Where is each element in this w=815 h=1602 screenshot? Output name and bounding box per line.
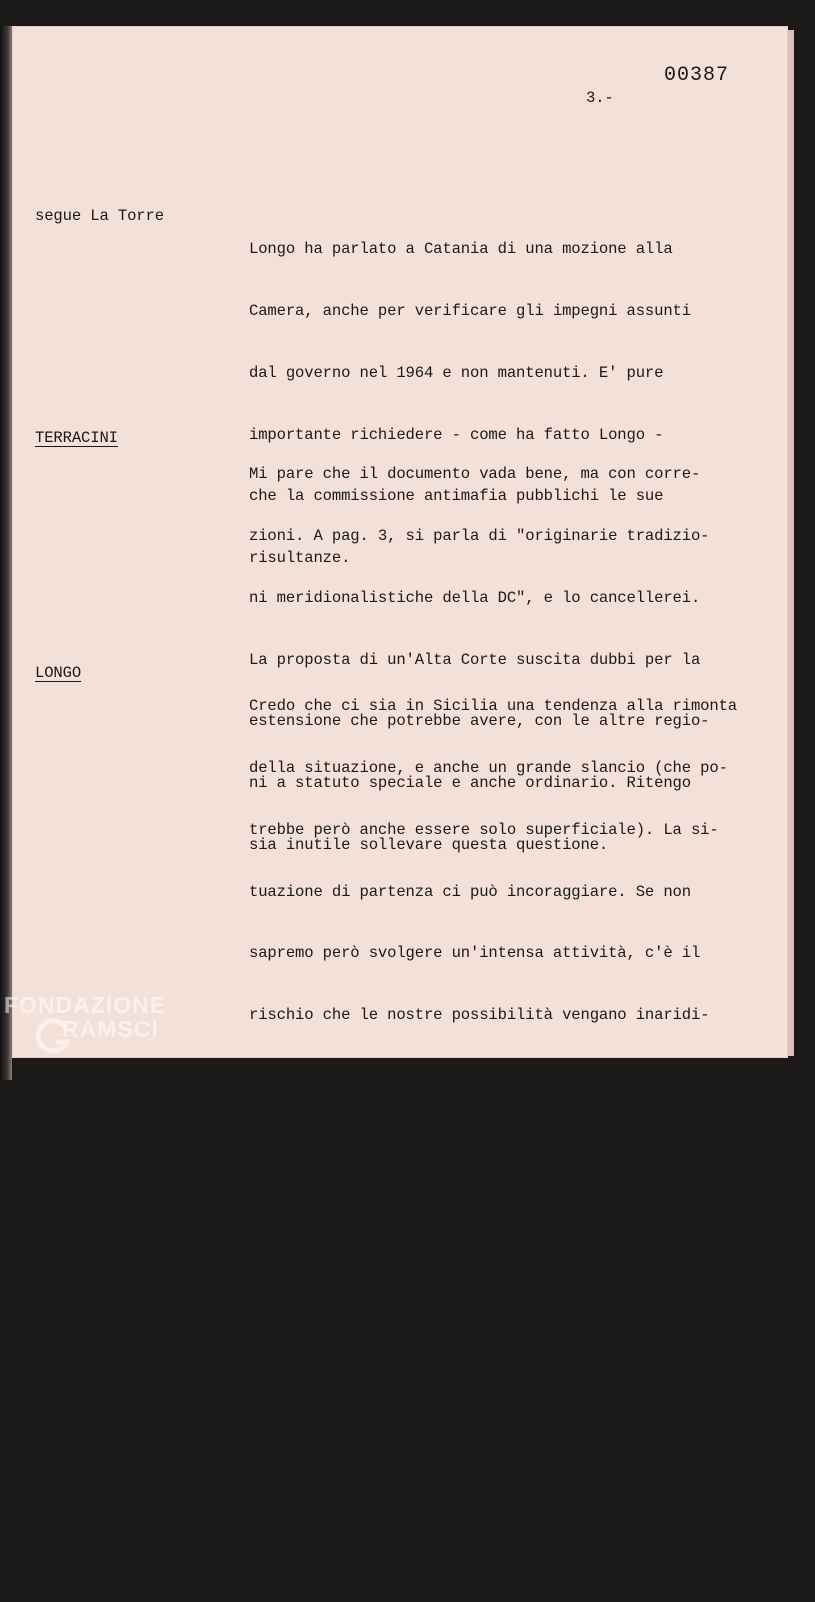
text-line: te. Mi sembra anche,però, che ci sia una sottova- xyxy=(249,1067,701,1086)
watermark-line: RAMSCI xyxy=(62,1016,159,1042)
text-line: risultanze. xyxy=(249,549,351,568)
text-line: della situazione, e anche un grande slancio (che po- xyxy=(249,758,728,777)
text-line: La proposta di un'Alta Corte suscita dubbi per la xyxy=(249,650,701,669)
page-number: 3.- xyxy=(586,89,614,107)
text-line: sapremo però svolgere un'intensa attività, c'è il xyxy=(249,944,701,963)
text-line: che la commissione antimafia pubblichi le sue xyxy=(249,487,664,506)
text-line: modo clamoroso. Dobbiamo tendere a dare uno sbocco xyxy=(249,1376,710,1395)
text-line: ni a statuto speciale e anche ordinario. Ritengo xyxy=(249,774,691,793)
text-line: ni meridionalistiche della DC", e lo cancellerei. xyxy=(249,588,701,607)
text-line: rischio che le nostre possibilità vengano inaridi- xyxy=(249,1006,710,1025)
text-line: Mi pare che il documento vada bene, ma con corre- xyxy=(249,465,701,484)
scan-binding-edge xyxy=(0,26,12,1080)
document-number: 00387 xyxy=(664,64,730,87)
speaker-name: LONGO xyxy=(35,664,82,682)
watermark-line: FONDAZIONE xyxy=(4,992,167,1018)
text-line: Longo ha parlato a Catania di una mozione alla xyxy=(249,240,673,259)
text-line: positivo di lotta a questo malcontento che è esteso. xyxy=(249,1438,728,1457)
speaker-name: TERRACINI xyxy=(35,429,118,447)
text-line: sia inutile sollevare questa questione. xyxy=(249,835,609,854)
text-line: trebbe però anche essere solo superficiale). La si- xyxy=(249,820,719,839)
page-edge-shadow xyxy=(788,30,794,1056)
speaker-name: segue La Torre xyxy=(35,207,164,225)
text-line: Ci sono manifestazioni in atto : e mi pare, ad esem- xyxy=(249,1500,728,1519)
text-line: pio, che abbiamo sottovalutato la marcia di Dolci. xyxy=(249,1562,710,1581)
text-line: come quelli di Trapani. Manca ancora - nella nostra xyxy=(249,1191,719,1210)
text-line: lutazione, tra i compagni dirigenti, di fatti xyxy=(249,1129,664,1148)
text-line: Credo che ci sia in Sicilia una tendenza alla rimonta xyxy=(249,697,738,716)
text-line: tuazione di partenza ci può incoraggiare. Se non xyxy=(249,882,691,901)
speech-paragraph xyxy=(249,655,737,1602)
text-line: dal governo nel 1964 e non mantenuti. E' pure xyxy=(249,363,664,382)
text-line: importante richiedere - come ha fatto Longo - xyxy=(249,425,664,444)
text-line: Camera, anche per verificare gli impegni assunti xyxy=(249,301,691,320)
fondazione-gramsci-watermark xyxy=(4,990,204,1070)
text-line: zioni. A pag. 3, si parla di "originarie tradizio- xyxy=(249,526,710,545)
text-line: impostazione, e anche nel documento - l'asse centra- xyxy=(249,1253,728,1272)
text-line: estensione che potrebbe avere, con le altre regio- xyxy=(249,712,710,731)
text-line: le di lotta : qualcosa, cioè, che mobiliti, e in xyxy=(249,1315,691,1333)
